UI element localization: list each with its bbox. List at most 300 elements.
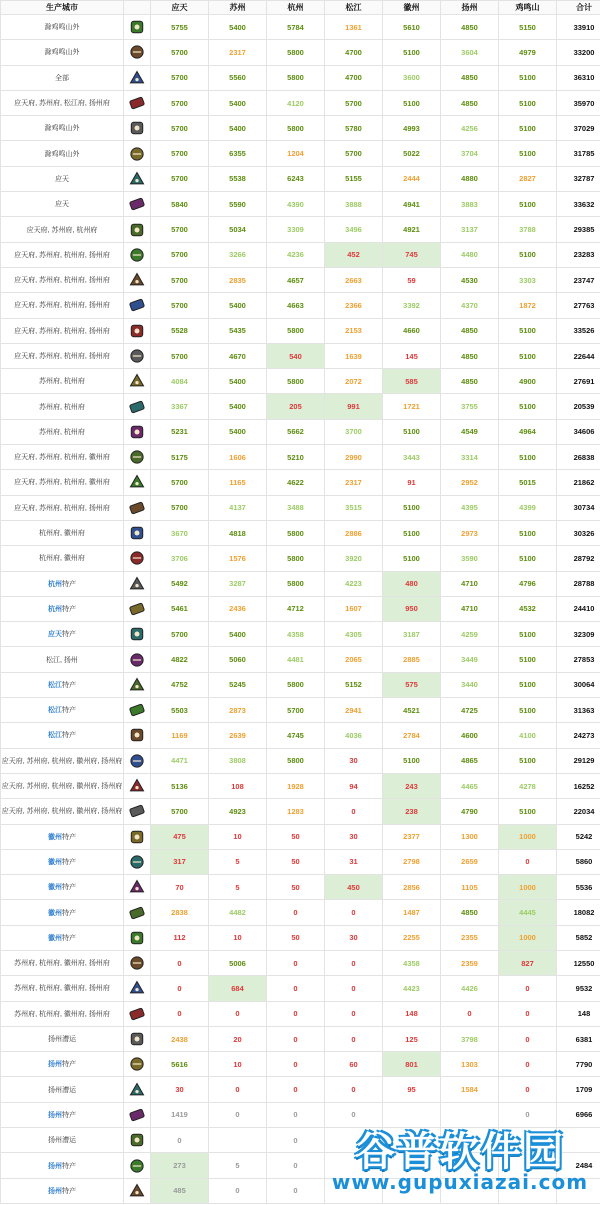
cell-total: 5860 xyxy=(557,849,600,874)
city-suffix-text: 特产 xyxy=(62,1111,76,1119)
cell-production-city xyxy=(1,1178,124,1203)
watermark-title: 谷普软件园 xyxy=(355,1129,565,1175)
cell-total: 29385 xyxy=(557,217,600,242)
cell-price-yingtian: 1419 xyxy=(151,1102,209,1127)
cell-production-city xyxy=(1,698,124,723)
cell-production-city: 杭州府, 徽州府 xyxy=(1,546,124,571)
city-link-text[interactable]: 徽州 xyxy=(48,909,62,917)
cell-price-huizhou: 4358 xyxy=(383,950,441,975)
cell-price-suzhou: 5060 xyxy=(209,647,267,672)
cell-price-hangzhou: 4712 xyxy=(267,596,325,621)
cell-price-hangzhou: 3309 xyxy=(267,217,325,242)
cell-price-songjiang: 2663 xyxy=(325,267,383,292)
cell-price-huizhou: 125 xyxy=(383,1026,441,1051)
cell-price-jimingshan: 5100 xyxy=(499,192,557,217)
cell-price-huizhou: 3443 xyxy=(383,445,441,470)
cell-price-yangzhou: 4850 xyxy=(441,90,499,115)
cell-production-city: 苏州府, 杭州府 xyxy=(1,419,124,444)
round-inkstone-icon xyxy=(124,925,151,950)
cell-price-yingtian: 5136 xyxy=(151,773,209,798)
city-suffix-text: 特产 xyxy=(62,1061,76,1069)
trousers-icon xyxy=(124,723,151,748)
cell-price-jimingshan: 3303 xyxy=(499,267,557,292)
incense-icon xyxy=(124,773,151,798)
paper-scroll-icon xyxy=(124,141,151,166)
table-row xyxy=(1,495,600,520)
cell-price-yangzhou: 4259 xyxy=(441,622,499,647)
cell-price-songjiang: 4223 xyxy=(325,571,383,596)
cell-price-jimingshan: 5100 xyxy=(499,242,557,267)
cell-production-city: 应天府, 苏州府, 杭州府, 扬州府 xyxy=(1,495,124,520)
table-row xyxy=(1,698,600,723)
cell-price-songjiang: 1607 xyxy=(325,596,383,621)
cell-price-suzhou: 4482 xyxy=(209,900,267,925)
cell-price-huizhou: 5022 xyxy=(383,141,441,166)
table-row xyxy=(1,1026,600,1051)
cell-price-huizhou: 5100 xyxy=(383,419,441,444)
cell-price-yangzhou: 1584 xyxy=(441,1077,499,1102)
city-link-text[interactable]: 应天 xyxy=(48,631,62,639)
cell-price-suzhou: 2317 xyxy=(209,40,267,65)
city-suffix-text: 特产 xyxy=(62,1162,76,1170)
cell-price-hangzhou: 4358 xyxy=(267,622,325,647)
cell-price-songjiang: 2366 xyxy=(325,293,383,318)
cell-price-songjiang: 0 xyxy=(325,976,383,1001)
cell-price-songjiang: 0 xyxy=(325,1001,383,1026)
timber-icon xyxy=(124,90,151,115)
cell-price-yingtian: 5700 xyxy=(151,343,209,368)
cell-total: 27763 xyxy=(557,293,600,318)
cell-price-yingtian: 5503 xyxy=(151,698,209,723)
cell-total: 1709 xyxy=(557,1077,600,1102)
cell-price-huizhou: 91 xyxy=(383,470,441,495)
cell-price-jimingshan: 5100 xyxy=(499,343,557,368)
cell-production-city: 应天府, 苏州府, 杭州府, 扬州府 xyxy=(1,242,124,267)
cell-production-city xyxy=(1,1102,124,1127)
cell-total: 28788 xyxy=(557,571,600,596)
cell-price-suzhou: 5400 xyxy=(209,293,267,318)
cell-price-jimingshan: 5100 xyxy=(499,622,557,647)
folding-fan-icon xyxy=(124,571,151,596)
cell-price-yangzhou: 3590 xyxy=(441,546,499,571)
cell-total: 30326 xyxy=(557,520,600,545)
cell-price-jimingshan: 5100 xyxy=(499,90,557,115)
cell-price-suzhou: 5400 xyxy=(209,369,267,394)
cell-price-huizhou: 2255 xyxy=(383,925,441,950)
cell-price-suzhou: 3287 xyxy=(209,571,267,596)
cell-total: 33910 xyxy=(557,15,600,40)
cell-price-jimingshan: 4979 xyxy=(499,40,557,65)
cell-price-suzhou: 5435 xyxy=(209,318,267,343)
city-link-text[interactable]: 杭州 xyxy=(48,580,62,588)
cell-total: 32787 xyxy=(557,166,600,191)
table-row xyxy=(1,824,600,849)
cell-price-hangzhou: 0 xyxy=(267,1128,325,1153)
cell-price-songjiang: 3496 xyxy=(325,217,383,242)
brush-icon xyxy=(124,824,151,849)
cell-price-yingtian: 30 xyxy=(151,1077,209,1102)
cell-total: 22644 xyxy=(557,343,600,368)
cell-price-suzhou: 1576 xyxy=(209,546,267,571)
cell-price-jimingshan: 5100 xyxy=(499,799,557,824)
cell-price-songjiang: 0 xyxy=(325,900,383,925)
table-row xyxy=(1,546,600,571)
cell-price-huizhou: 2885 xyxy=(383,647,441,672)
cell-price-songjiang: 4305 xyxy=(325,622,383,647)
cell-price-yangzhou: 4725 xyxy=(441,698,499,723)
cell-total: 31785 xyxy=(557,141,600,166)
cell-price-yingtian: 273 xyxy=(151,1153,209,1178)
table-row xyxy=(1,1077,600,1102)
table-row xyxy=(1,925,600,950)
cell-price-hangzhou: 5800 xyxy=(267,748,325,773)
table-row xyxy=(1,748,600,773)
city-suffix-text: 特产 xyxy=(62,934,76,942)
table-row xyxy=(1,900,600,925)
cell-price-hangzhou: 5800 xyxy=(267,318,325,343)
cell-price-huizhou: 5100 xyxy=(383,546,441,571)
cell-price-jimingshan: 1872 xyxy=(499,293,557,318)
cell-price-jimingshan: 5100 xyxy=(499,647,557,672)
cell-total xyxy=(557,1128,600,1153)
cell-total: 33526 xyxy=(557,318,600,343)
cell-price-huizhou: 5100 xyxy=(383,90,441,115)
cell-price-suzhou: 0 xyxy=(209,1001,267,1026)
cell-price-suzhou: 10 xyxy=(209,925,267,950)
cell-price-yangzhou: 3314 xyxy=(441,445,499,470)
cell-price-yangzhou: 4465 xyxy=(441,773,499,798)
cotton-icon xyxy=(124,166,151,191)
cell-price-songjiang: 2072 xyxy=(325,369,383,394)
rouge-icon xyxy=(124,419,151,444)
tea-brick-icon xyxy=(124,1153,151,1178)
cell-price-hangzhou: 1283 xyxy=(267,799,325,824)
cell-price-yingtian: 0 xyxy=(151,1001,209,1026)
cell-price-yangzhou: 1300 xyxy=(441,824,499,849)
fish-icon xyxy=(124,40,151,65)
cell-price-yangzhou: 3440 xyxy=(441,672,499,697)
bamboo-shoot-icon xyxy=(124,546,151,571)
cell-production-city: 应天 xyxy=(1,166,124,191)
cell-total: 29129 xyxy=(557,748,600,773)
cell-price-jimingshan: 5100 xyxy=(499,698,557,723)
table-row xyxy=(1,65,600,90)
table-row xyxy=(1,470,600,495)
cell-price-huizhou: 1487 xyxy=(383,900,441,925)
cell-price-songjiang xyxy=(325,1153,383,1178)
cell-production-city: 滁鸡鸣山外 xyxy=(1,116,124,141)
cell-price-yangzhou: 4880 xyxy=(441,166,499,191)
cell-price-yangzhou: 4256 xyxy=(441,116,499,141)
city-suffix-text: 特产 xyxy=(62,681,76,689)
cell-price-yingtian: 5700 xyxy=(151,141,209,166)
cell-price-jimingshan: 4532 xyxy=(499,596,557,621)
cell-production-city: 苏州府, 杭州府 xyxy=(1,394,124,419)
table-row xyxy=(1,723,600,748)
grain-bowl-icon xyxy=(124,1077,151,1102)
cell-price-huizhou: 95 xyxy=(383,1077,441,1102)
cell-production-city: 扬州漕运 xyxy=(1,1128,124,1153)
cell-price-jimingshan: 4796 xyxy=(499,571,557,596)
cell-price-hangzhou: 4120 xyxy=(267,90,325,115)
cell-price-songjiang: 0 xyxy=(325,950,383,975)
cell-price-yangzhou: 4850 xyxy=(441,343,499,368)
cell-price-yangzhou: 4549 xyxy=(441,419,499,444)
cell-price-yingtian: 5700 xyxy=(151,622,209,647)
book-icon xyxy=(124,1178,151,1203)
cell-price-hangzhou: 5800 xyxy=(267,571,325,596)
cell-price-huizhou: 4521 xyxy=(383,698,441,723)
table-row xyxy=(1,571,600,596)
inkstick-icon xyxy=(124,849,151,874)
cell-price-yingtian: 5700 xyxy=(151,217,209,242)
table-row xyxy=(1,369,600,394)
cell-price-yingtian: 5700 xyxy=(151,293,209,318)
city-link-text[interactable]: 杭州 xyxy=(48,605,62,613)
table-row xyxy=(1,672,600,697)
city-suffix-text: 特产 xyxy=(62,858,76,866)
cell-price-huizhou: 4660 xyxy=(383,318,441,343)
tea-leaf-icon xyxy=(124,950,151,975)
cell-price-jimingshan: 5100 xyxy=(499,65,557,90)
cell-price-suzhou: 20 xyxy=(209,1026,267,1051)
cell-price-yangzhou: 3883 xyxy=(441,192,499,217)
cell-price-yangzhou: 3798 xyxy=(441,1026,499,1051)
cell-production-city: 杭州府, 徽州府 xyxy=(1,520,124,545)
cell-price-jimingshan: 5100 xyxy=(499,116,557,141)
cell-price-hangzhou: 50 xyxy=(267,875,325,900)
cell-price-songjiang: 0 xyxy=(325,799,383,824)
dried-goods-icon xyxy=(124,976,151,1001)
table-row xyxy=(1,192,600,217)
cell-production-city: 应天 xyxy=(1,192,124,217)
cell-total: 148 xyxy=(557,1001,600,1026)
cell-price-songjiang: 30 xyxy=(325,748,383,773)
city-link-text[interactable]: 松江 xyxy=(48,707,62,715)
cell-price-yangzhou: 3604 xyxy=(441,40,499,65)
cell-total: 22034 xyxy=(557,799,600,824)
cell-production-city: 滁鸡鸣山外 xyxy=(1,15,124,40)
cell-price-hangzhou: 0 xyxy=(267,1026,325,1051)
cell-price-yingtian: 5616 xyxy=(151,1052,209,1077)
cell-price-hangzhou: 4481 xyxy=(267,647,325,672)
cell-total: 12550 xyxy=(557,950,600,975)
header-yingtian: 应天 xyxy=(151,1,209,15)
cell-price-songjiang: 3515 xyxy=(325,495,383,520)
cell-production-city xyxy=(1,672,124,697)
cell-price-songjiang: 1639 xyxy=(325,343,383,368)
cell-production-city: 扬州漕运 xyxy=(1,1077,124,1102)
cell-production-city xyxy=(1,571,124,596)
cell-price-yingtian: 5700 xyxy=(151,166,209,191)
cell-price-yingtian: 5461 xyxy=(151,596,209,621)
cell-price-huizhou: 950 xyxy=(383,596,441,621)
cell-price-yingtian: 5700 xyxy=(151,267,209,292)
cell-price-suzhou: 5538 xyxy=(209,166,267,191)
cell-price-yingtian: 5492 xyxy=(151,571,209,596)
cell-price-yingtian: 3367 xyxy=(151,394,209,419)
cell-price-suzhou: 5 xyxy=(209,875,267,900)
cell-price-yangzhou: 3704 xyxy=(441,141,499,166)
cell-price-yingtian: 5700 xyxy=(151,40,209,65)
cell-price-hangzhou: 5800 xyxy=(267,40,325,65)
cell-price-yangzhou: 3449 xyxy=(441,647,499,672)
cell-price-songjiang: 60 xyxy=(325,1052,383,1077)
cell-total: 33200 xyxy=(557,40,600,65)
cell-price-songjiang: 4036 xyxy=(325,723,383,748)
cell-price-suzhou: 6355 xyxy=(209,141,267,166)
round-fan-icon xyxy=(124,596,151,621)
cell-price-hangzhou: 1928 xyxy=(267,773,325,798)
city-suffix-text: 特产 xyxy=(62,909,76,917)
cell-price-hangzhou: 5800 xyxy=(267,672,325,697)
cell-price-yangzhou: 4530 xyxy=(441,267,499,292)
cell-price-hangzhou: 3488 xyxy=(267,495,325,520)
hat-icon xyxy=(124,748,151,773)
cell-price-hangzhou: 0 xyxy=(267,900,325,925)
cell-price-jimingshan: 5100 xyxy=(499,318,557,343)
cell-price-hangzhou: 0 xyxy=(267,1153,325,1178)
table-row xyxy=(1,647,600,672)
city-link-text[interactable]: 徽州 xyxy=(48,858,62,866)
cell-price-yangzhou: 4790 xyxy=(441,799,499,824)
header-production-city: 生产城市 xyxy=(1,1,124,15)
cell-price-yingtian: 5700 xyxy=(151,65,209,90)
cell-price-suzhou: 5400 xyxy=(209,394,267,419)
cell-price-jimingshan: 0 xyxy=(499,1026,557,1051)
cell-price-yingtian: 5700 xyxy=(151,242,209,267)
table-row xyxy=(1,242,600,267)
cell-price-huizhou: 3187 xyxy=(383,622,441,647)
cell-price-huizhou: 585 xyxy=(383,369,441,394)
cell-price-yangzhou: 4850 xyxy=(441,65,499,90)
cell-price-huizhou xyxy=(383,1128,441,1153)
cell-total: 27853 xyxy=(557,647,600,672)
cell-price-yingtian: 4471 xyxy=(151,748,209,773)
cell-price-jimingshan: 3788 xyxy=(499,217,557,242)
cell-production-city: 应天府, 苏州府, 杭州府, 徽州府, 扬州府 xyxy=(1,773,124,798)
cell-price-hangzhou: 5662 xyxy=(267,419,325,444)
cell-production-city: 扬州漕运 xyxy=(1,1026,124,1051)
cell-price-yingtian: 3706 xyxy=(151,546,209,571)
cell-price-songjiang: 0 xyxy=(325,1077,383,1102)
cell-price-yingtian: 5528 xyxy=(151,318,209,343)
cell-production-city: 苏州府, 杭州府, 徽州府, 扬州府 xyxy=(1,1001,124,1026)
cell-price-huizhou: 4423 xyxy=(383,976,441,1001)
cell-price-yangzhou: 2973 xyxy=(441,520,499,545)
city-link-text[interactable]: 扬州 xyxy=(48,1162,62,1170)
cell-price-songjiang: 2990 xyxy=(325,445,383,470)
ink-stick-icon xyxy=(124,293,151,318)
lantern-icon xyxy=(124,267,151,292)
cell-price-yangzhou xyxy=(441,1178,499,1203)
cell-price-suzhou: 2639 xyxy=(209,723,267,748)
cell-price-jimingshan xyxy=(499,1178,557,1203)
cell-price-suzhou: 1606 xyxy=(209,445,267,470)
table-row xyxy=(1,849,600,874)
cell-price-suzhou: 5245 xyxy=(209,672,267,697)
city-link-text[interactable]: 松江 xyxy=(48,732,62,740)
city-link-text[interactable]: 扬州 xyxy=(48,1061,62,1069)
cell-production-city: 应天府, 苏州府, 杭州府, 徽州府, 扬州府 xyxy=(1,799,124,824)
cell-price-huizhou: 145 xyxy=(383,343,441,368)
cell-price-suzhou: 2835 xyxy=(209,267,267,292)
cell-price-yangzhou: 4850 xyxy=(441,369,499,394)
cell-price-yingtian: 0 xyxy=(151,976,209,1001)
cell-price-yangzhou: 3137 xyxy=(441,217,499,242)
cell-price-yingtian: 5700 xyxy=(151,116,209,141)
table-row xyxy=(1,1128,600,1153)
cell-price-yangzhou: 4370 xyxy=(441,293,499,318)
cell-price-huizhou: 480 xyxy=(383,571,441,596)
city-link-text[interactable]: 徽州 xyxy=(48,934,62,942)
table-row xyxy=(1,950,600,975)
cell-production-city: 苏州府, 杭州府, 徽州府, 扬州府 xyxy=(1,976,124,1001)
city-suffix-text: 特产 xyxy=(62,884,76,892)
cell-price-hangzhou: 0 xyxy=(267,1052,325,1077)
cell-price-hangzhou: 0 xyxy=(267,1102,325,1127)
painting-icon xyxy=(124,343,151,368)
cell-total: 28792 xyxy=(557,546,600,571)
cell-total: 18082 xyxy=(557,900,600,925)
cell-price-hangzhou: 0 xyxy=(267,1077,325,1102)
city-link-text[interactable]: 徽州 xyxy=(48,884,62,892)
table-row xyxy=(1,419,600,444)
cell-price-suzhou: 5034 xyxy=(209,217,267,242)
cell-price-suzhou: 4923 xyxy=(209,799,267,824)
cell-price-jimingshan: 4900 xyxy=(499,369,557,394)
cell-total: 32309 xyxy=(557,622,600,647)
cell-price-hangzhou: 5210 xyxy=(267,445,325,470)
cell-price-hangzhou: 5800 xyxy=(267,116,325,141)
cell-production-city xyxy=(1,596,124,621)
cell-total: 2484 xyxy=(557,1153,600,1178)
city-link-text[interactable]: 徽州 xyxy=(48,833,62,841)
cell-price-huizhou: 3600 xyxy=(383,65,441,90)
cell-price-yangzhou xyxy=(441,1153,499,1178)
city-link-text[interactable]: 扬州 xyxy=(48,1111,62,1119)
city-suffix-text: 特产 xyxy=(62,605,76,613)
table-row xyxy=(1,90,600,115)
cell-price-songjiang: 0 xyxy=(325,1102,383,1127)
cell-price-songjiang: 2941 xyxy=(325,698,383,723)
cell-price-hangzhou: 5784 xyxy=(267,15,325,40)
city-link-text[interactable]: 松江 xyxy=(48,681,62,689)
city-link-text[interactable]: 扬州 xyxy=(48,1187,62,1195)
cell-price-hangzhou: 0 xyxy=(267,1178,325,1203)
cell-price-yangzhou: 4710 xyxy=(441,571,499,596)
table-row xyxy=(1,445,600,470)
salt-block-icon xyxy=(124,1128,151,1153)
cell-price-songjiang xyxy=(325,1178,383,1203)
cell-price-huizhou: 2798 xyxy=(383,849,441,874)
cell-price-hangzhou: 5800 xyxy=(267,65,325,90)
cell-production-city: 应天府, 苏州府, 杭州府, 徽州府 xyxy=(1,445,124,470)
cell-price-yangzhou xyxy=(441,1102,499,1127)
cell-total: 5242 xyxy=(557,824,600,849)
cell-price-suzhou: 1165 xyxy=(209,470,267,495)
cell-price-jimingshan: 4278 xyxy=(499,773,557,798)
vegetable-icon xyxy=(124,445,151,470)
cell-price-huizhou: 5100 xyxy=(383,520,441,545)
cell-total: 33632 xyxy=(557,192,600,217)
cell-production-city xyxy=(1,849,124,874)
cell-price-suzhou: 5 xyxy=(209,849,267,874)
cell-price-jimingshan: 5100 xyxy=(499,394,557,419)
table-header-row xyxy=(1,1,600,15)
cell-price-yingtian: 4084 xyxy=(151,369,209,394)
cell-price-yingtian: 0 xyxy=(151,950,209,975)
